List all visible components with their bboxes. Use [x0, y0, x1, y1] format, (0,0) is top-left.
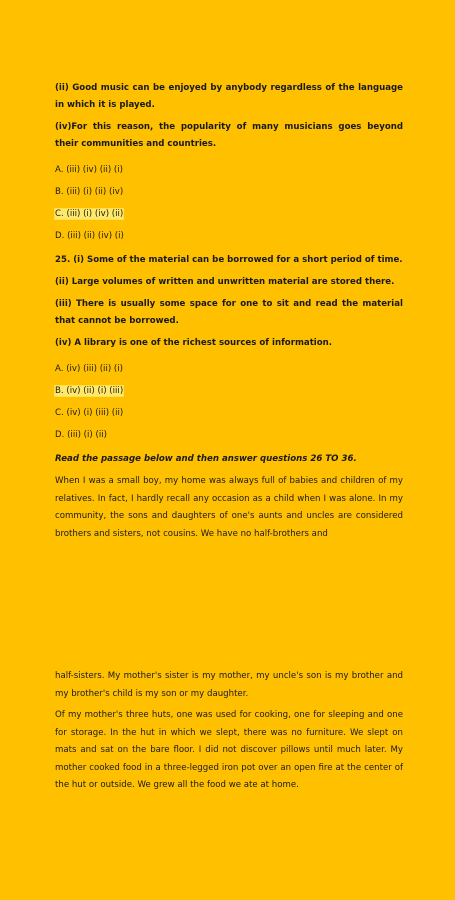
q25-option-b-highlighted: B. (iv) (ii) (i) (iii) — [55, 386, 124, 396]
q25-statement-i: 25. (i) Some of the material can be borrowed for a short period of time. — [55, 255, 403, 265]
q25-statement-iv: (iv) A library is one of the richest sources of information. — [55, 338, 333, 348]
q25-option-a: A. (iv) (iii) (ii) (i) — [55, 364, 124, 374]
passage-paragraph-1-continued: half-sisters. My mother's sister is my mother, my uncle's son is my brother and my brother's child is my son or my daughter. — [55, 671, 403, 699]
q25-option-d: D. (iii) (i) (ii) — [55, 430, 107, 440]
q24-statement-ii: (ii) Good music can be enjoyed by anybody regardless of the language in which it is played. — [55, 83, 403, 110]
q24-option-c-highlighted: C. (iii) (i) (iv) (ii) — [55, 209, 124, 219]
q25-option-c: C. (iv) (i) (iii) (ii) — [55, 408, 124, 418]
q24-statement-iv: (iv)For this reason, the popularity of many musicians goes beyond their communities and countries. — [55, 122, 403, 149]
q25-statement-ii: (ii) Large volumes of written and unwritten material are stored there. — [55, 277, 395, 287]
q24-option-b: B. (iii) (i) (ii) (iv) — [55, 187, 124, 197]
q24-option-d: D. (iii) (ii) (iv) (i) — [55, 231, 124, 241]
q25-statement-iii: (iii) There is usually some space for one to sit and read the material that cannot be borrowed. — [55, 299, 403, 326]
passage-paragraph-1: When I was a small boy, my home was always full of babies and children of my relatives. In fact, I hardly recall any occasion as a child when I was alone. In my community, the sons and daughters of one's aunts and uncles are considered brothers and sisters, not cousins. We have no half-brothers and — [55, 476, 403, 539]
q24-option-a: A. (iii) (iv) (ii) (i) — [55, 165, 124, 175]
questions-block — [55, 80, 403, 547]
passage-continued — [55, 668, 403, 799]
passage-instructions: Read the passage below and then answer questions 26 TO 36. — [55, 454, 357, 464]
passage-paragraph-2: Of my mother's three huts, one was used for cooking, one for sleeping and one for storage. In the hut in which we slept, there was no furniture. We slept on mats and sat on the bare floor. I did not discover pillows until much later. My mother cooked food in a three-legged iron pot over an open fire at the center of the hut or outside. We grew all the food we ate at home. — [55, 710, 403, 790]
